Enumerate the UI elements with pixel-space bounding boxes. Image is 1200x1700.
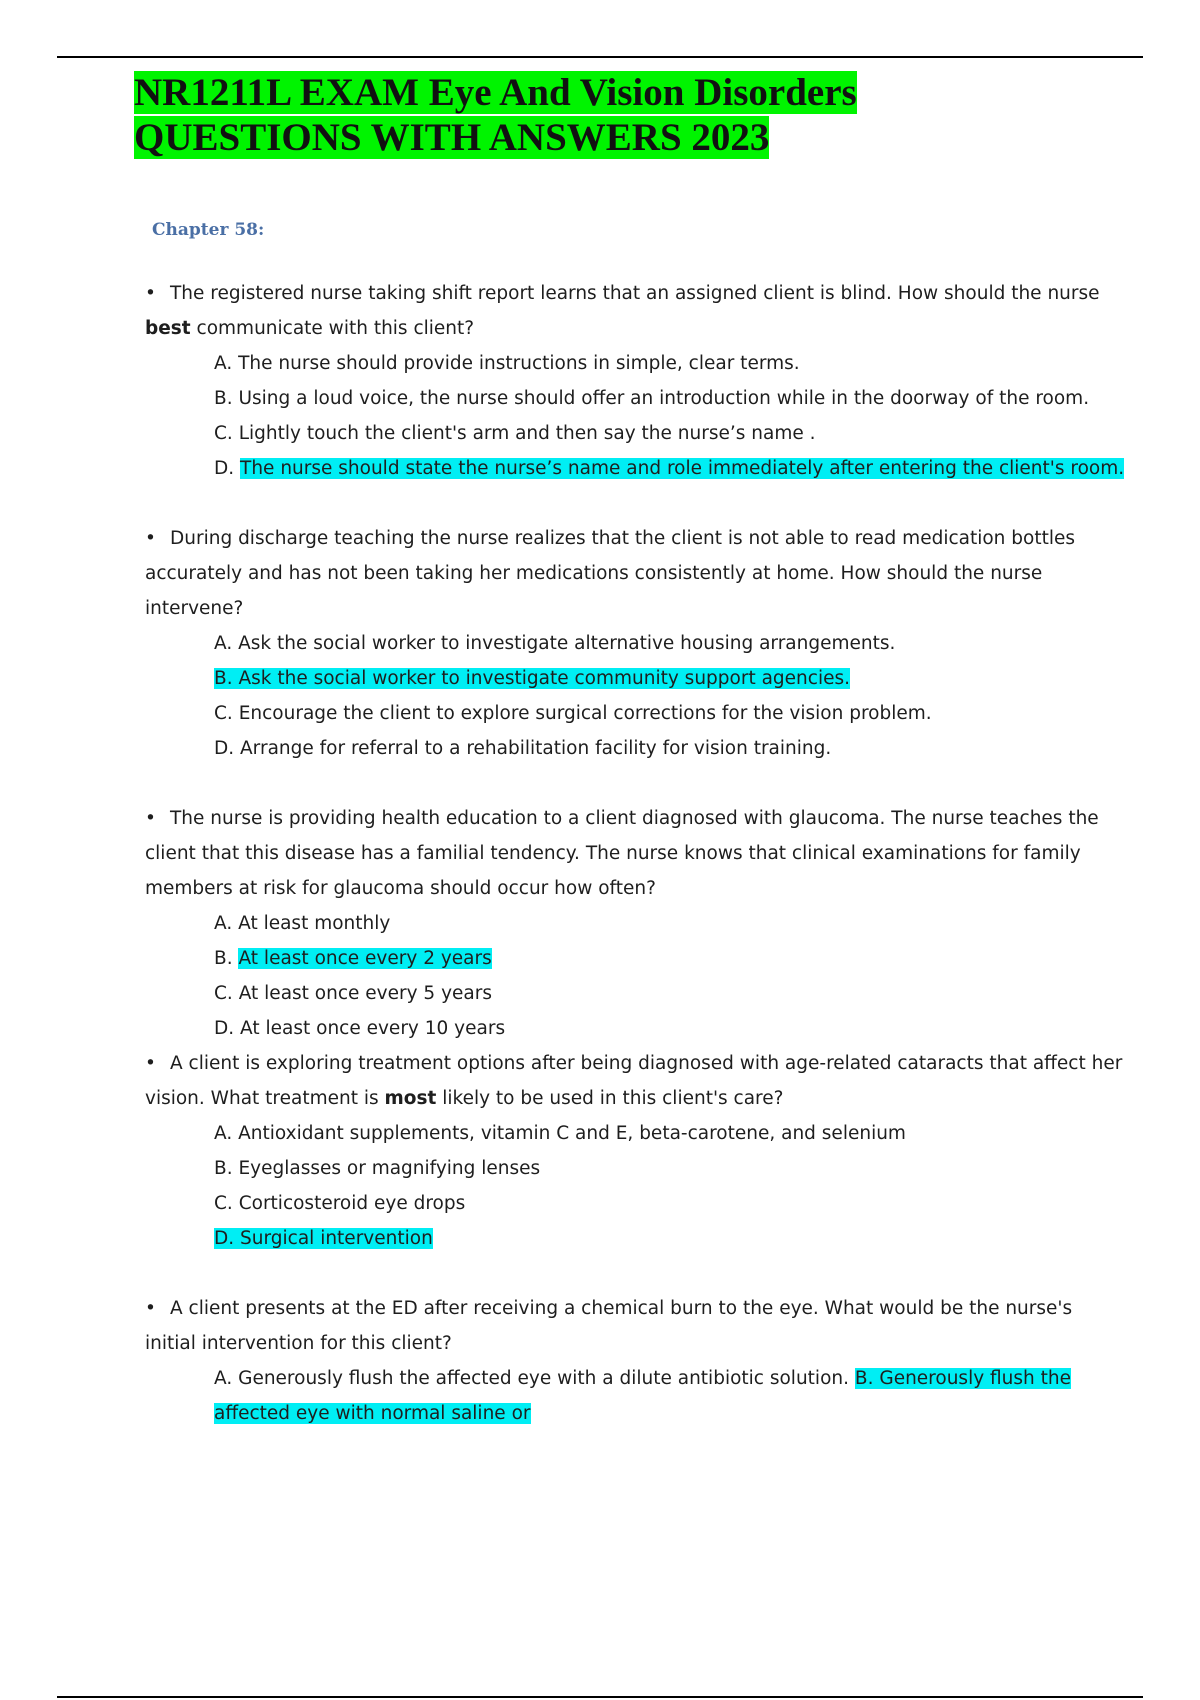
answer-options [145, 906, 1125, 1046]
answer-options [145, 1116, 1125, 1256]
question-3 [145, 801, 1125, 1046]
option-a-and-b: A. Generously flush the affected eye with a dilute antibiotic solution. B. Generously flush the affected eye with normal saline or [214, 1368, 1072, 1424]
question-stem: • During discharge teaching the nurse realizes that the client is not able to read medication bottles accurately and has not been taking her medications consistently at home. How should the nurse intervene? [145, 521, 1125, 626]
question-list [145, 276, 1125, 1431]
answer-highlight: B. Generously flush the affected eye with normal saline or [214, 1368, 1072, 1424]
option-a: A. At least monthly [214, 913, 391, 934]
question-stem: • The registered nurse taking shift report learns that an assigned client is blind. How should the nurse best communicate with this client? [145, 276, 1125, 346]
answer-highlight: At least once every 2 years [238, 948, 492, 969]
option-c: C. Corticosteroid eye drops [214, 1193, 466, 1214]
option-a: A. The nurse should provide instructions in simple, clear terms. [214, 353, 800, 374]
answer-options [145, 1361, 1125, 1431]
question-4 [145, 1046, 1125, 1256]
document-title [134, 70, 1074, 160]
question-2 [145, 521, 1125, 766]
answer-options [145, 626, 1125, 766]
option-d: D. At least once every 10 years [214, 1018, 506, 1039]
bullet-icon: • [145, 1053, 156, 1074]
title-text: NR1211L EXAM Eye And Vision Disorders QUESTIONS WITH ANSWERS 2023 [134, 71, 857, 159]
option-c: C. At least once every 5 years [214, 983, 492, 1004]
option-a: A. Antioxidant supplements, vitamin C and E, beta-carotene, and selenium [214, 1123, 906, 1144]
option-d: D. Arrange for referral to a rehabilitation facility for vision training. [214, 738, 832, 759]
question-5 [145, 1291, 1125, 1431]
answer-options [145, 346, 1125, 486]
chapter-heading: Chapter 58: [152, 220, 265, 240]
bullet-icon: • [145, 1298, 156, 1319]
bottom-rule [57, 1696, 1143, 1698]
question-1 [145, 276, 1125, 486]
option-a: A. Ask the social worker to investigate alternative housing arrangements. [214, 633, 896, 654]
option-b: B. Eyeglasses or magnifying lenses [214, 1158, 541, 1179]
answer-highlight: The nurse should state the nurse’s name and role immediately after entering the client's room. [240, 458, 1125, 479]
bullet-icon: • [145, 808, 156, 829]
option-b-correct-answer: B. At least once every 2 years [214, 948, 492, 969]
option-b-correct-answer [214, 661, 1125, 696]
question-stem: • The nurse is providing health education to a client diagnosed with glaucoma. The nurse teaches the client that this disease has a familial tendency. The nurse knows that clinical examinations for family members at risk for glaucoma should occur how often? [145, 801, 1125, 906]
option-d-correct-answer: D. The nurse should state the nurse’s name and role immediately after entering the client's room. [214, 458, 1125, 479]
answer-highlight: D. Surgical intervention [214, 1228, 433, 1249]
question-stem: • A client presents at the ED after receiving a chemical burn to the eye. What would be the nurse's initial intervention for this client? [145, 1291, 1125, 1361]
option-b: B. Using a loud voice, the nurse should offer an introduction while in the doorway of the room. [214, 388, 1090, 409]
option-c: C. Lightly touch the client's arm and then say the nurse’s name . [214, 423, 816, 444]
question-stem: • A client is exploring treatment options after being diagnosed with age-related cataracts that affect her vision. What treatment is most likely to be used in this client's care? [145, 1046, 1125, 1116]
option-c: C. Encourage the client to explore surgical corrections for the vision problem. [214, 703, 932, 724]
answer-highlight: B. Ask the social worker to investigate community support agencies. [214, 668, 850, 689]
bullet-icon: • [145, 528, 156, 549]
bullet-icon: • [145, 283, 156, 304]
option-d-correct-answer [214, 1221, 1125, 1256]
top-rule [57, 56, 1143, 58]
